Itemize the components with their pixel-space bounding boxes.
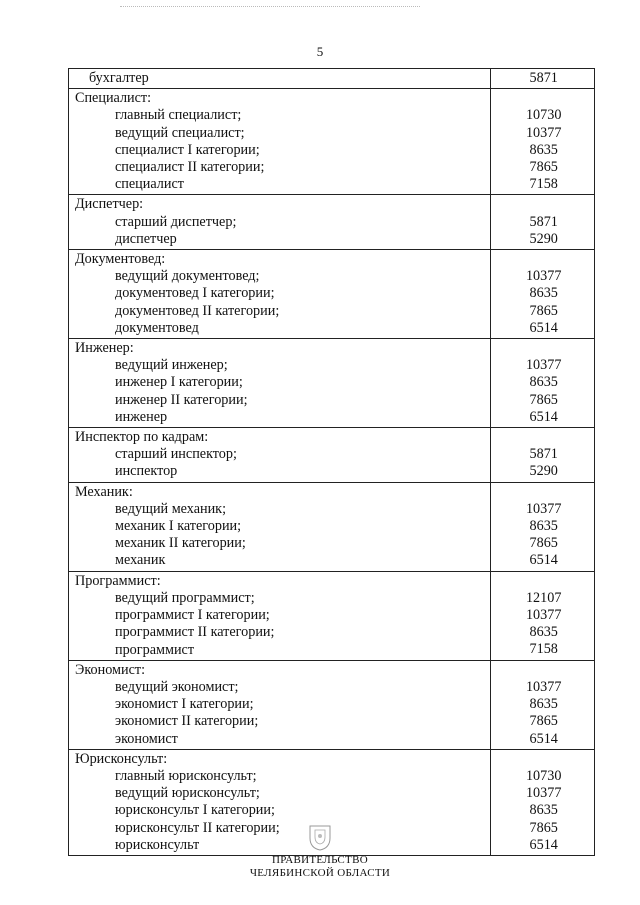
salary-value: 7865 <box>529 535 558 552</box>
position-label: ведущий механик; <box>115 500 227 517</box>
group-title: Документовед: <box>75 251 166 268</box>
salary-value: 10377 <box>525 607 562 624</box>
position-label: программист I категории; <box>115 607 270 624</box>
salary-value: 10377 <box>525 500 562 517</box>
position-label: старший инспектор; <box>115 446 237 463</box>
salary-value: 5290 <box>529 463 558 480</box>
position-cell <box>69 89 491 195</box>
position-cell <box>69 660 491 749</box>
salary-value: 8635 <box>529 141 558 158</box>
position-cell <box>69 428 491 483</box>
salary-value: 5290 <box>529 230 558 247</box>
salary-value: 6514 <box>529 408 558 425</box>
position-label: юрисконсульт <box>115 836 200 853</box>
salary-table-body <box>69 69 595 856</box>
position-label: инженер <box>115 408 168 425</box>
salary-value: 10377 <box>525 124 562 141</box>
salary-spacer <box>497 751 590 768</box>
salary-value: 6514 <box>529 730 558 747</box>
salary-value: 10377 <box>525 785 562 802</box>
salary-spacer <box>497 484 590 501</box>
salary-value: 6514 <box>529 319 558 336</box>
salary-value: 10377 <box>525 678 562 695</box>
group-title: Юрисконсульт: <box>75 750 168 767</box>
salary-cell <box>491 482 595 571</box>
position-label: ведущий инженер; <box>115 357 228 374</box>
position-label: специалист II категории; <box>115 159 265 176</box>
issuer-line-1: ПРАВИТЕЛЬСТВО <box>272 854 368 866</box>
table-row-continuation <box>69 69 595 89</box>
position-label: механик I категории; <box>115 518 242 535</box>
position-label: специалист I категории; <box>115 141 260 158</box>
salary-value: 7865 <box>529 302 558 319</box>
salary-value: 10377 <box>525 357 562 374</box>
salary-spacer <box>497 90 590 107</box>
salary-value: 7865 <box>529 819 558 836</box>
position-label: главный специалист; <box>115 107 242 124</box>
salary-value: 8635 <box>529 285 558 302</box>
position-label: старший диспетчер; <box>115 213 237 230</box>
salary-value: 6514 <box>529 552 558 569</box>
position-label: ведущий программист; <box>115 589 255 606</box>
group-title: Инженер: <box>75 340 134 357</box>
position-label: специалист <box>115 176 184 193</box>
position-label: инженер II категории; <box>115 391 248 408</box>
table-row-group <box>69 339 595 428</box>
table-row-group <box>69 89 595 195</box>
position-label: ведущий документовед; <box>115 268 260 285</box>
table-row-group <box>69 482 595 571</box>
table-row-group <box>69 571 595 660</box>
position-label: документовед II категории; <box>115 302 280 319</box>
salary-value: 8635 <box>529 624 558 641</box>
salary-spacer <box>497 251 590 268</box>
position-label: механик II категории; <box>115 535 246 552</box>
issuer-footer <box>0 854 640 880</box>
table-row-group <box>69 428 595 483</box>
salary-cell <box>491 428 595 483</box>
position-label: экономист <box>115 730 178 747</box>
position-label: программист II категории; <box>115 624 275 641</box>
position-label: документовед <box>115 319 199 336</box>
position-label: ведущий юрисконсульт; <box>115 785 260 802</box>
position-cell <box>69 250 491 339</box>
salary-value: 8635 <box>529 374 558 391</box>
position-label: программист <box>115 641 195 658</box>
salary-value: 7865 <box>529 159 558 175</box>
salary-value: 10730 <box>525 767 562 784</box>
group-title: Программист: <box>75 572 161 589</box>
position-label: юрисконсульт II категории; <box>115 819 280 836</box>
salary-cell <box>491 339 595 428</box>
position-cell <box>69 69 491 89</box>
position-label: инженер I категории; <box>115 374 243 391</box>
group-title: Экономист: <box>75 661 146 678</box>
position-cell <box>69 482 491 571</box>
table-row-group <box>69 660 595 749</box>
salary-value: 8635 <box>529 802 558 819</box>
position-label: бухгалтер <box>89 70 149 86</box>
position-cell <box>69 339 491 428</box>
salary-value: 7865 <box>529 391 558 408</box>
group-title: Специалист: <box>75 90 152 107</box>
salary-cell <box>491 89 595 195</box>
salary-value: 7158 <box>529 176 558 193</box>
salary-value: 10730 <box>525 107 562 124</box>
salary-cell <box>491 749 595 855</box>
salary-value: 10377 <box>525 268 562 285</box>
scan-artifact-line <box>120 6 420 9</box>
position-cell <box>69 195 491 250</box>
position-label: главный юрисконсульт; <box>115 767 257 784</box>
salary-value: 6514 <box>529 836 558 853</box>
position-label: ведущий экономист; <box>115 678 239 695</box>
position-cell <box>69 749 491 855</box>
salary-value: 7865 <box>529 713 558 730</box>
salary-spacer <box>497 662 590 679</box>
salary-spacer <box>497 429 590 446</box>
position-label: экономист II категории; <box>115 713 259 730</box>
salary-value: 5871 <box>529 213 558 230</box>
salary-value: 8635 <box>529 696 558 713</box>
salary-value: 7158 <box>529 641 558 658</box>
position-label: ведущий специалист; <box>115 124 245 141</box>
salary-cell <box>491 571 595 660</box>
salary-value: 5871 <box>529 446 558 463</box>
salary-value: 8635 <box>529 518 558 535</box>
salary-cell <box>491 195 595 250</box>
position-label: юрисконсульт I категории; <box>115 802 275 819</box>
salary-cell <box>491 69 595 89</box>
page-number: 5 <box>316 44 324 59</box>
salary-cell <box>491 660 595 749</box>
salary-spacer <box>497 573 590 590</box>
table-row-group <box>69 250 595 339</box>
group-title: Механик: <box>75 483 133 500</box>
position-label: механик <box>115 552 166 569</box>
group-title: Диспетчер: <box>75 196 144 213</box>
position-label: экономист I категории; <box>115 696 254 713</box>
position-cell <box>69 571 491 660</box>
group-title: Инспектор по кадрам: <box>75 429 209 446</box>
coat-of-arms-seal-icon <box>306 822 334 852</box>
table-row-group <box>69 195 595 250</box>
salary-spacer <box>497 340 590 357</box>
salary-table <box>68 68 595 856</box>
position-label: документовед I категории; <box>115 285 275 302</box>
position-label: диспетчер <box>115 230 177 247</box>
position-label: инспектор <box>115 463 178 480</box>
salary-value: 5871 <box>529 70 558 86</box>
salary-cell <box>491 250 595 339</box>
salary-spacer <box>497 196 590 213</box>
issuer-line-2: ЧЕЛЯБИНСКОЙ ОБЛАСТИ <box>249 867 391 879</box>
salary-value: 12107 <box>525 589 562 606</box>
